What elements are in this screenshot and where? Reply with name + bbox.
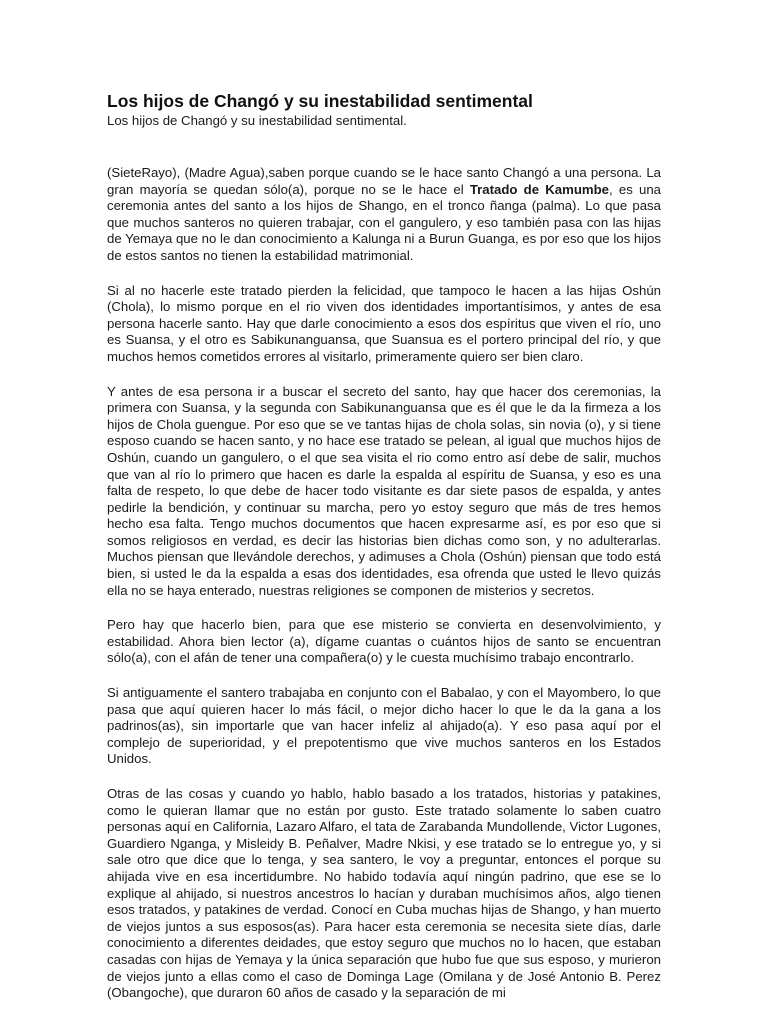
document-body (107, 165, 661, 1002)
document-page (107, 90, 661, 1020)
paragraph-5: Si antiguamente el santero trabajaba en conjunto con el Babalao, y con el Mayombero, lo que pasa que aquí quieren hacer lo más fácil, o mejor dicho hacer lo que le da la gana a los padrinos(as), sin importarle que van hacer infeliz al ahijado(a). Y eso pasa aquí por el complejo de superioridad, y el prepotentismo que vive muchos santeros en los Estados Unidos. (107, 685, 661, 767)
paragraph-3: Y antes de esa persona ir a buscar el secreto del santo, hay que hacer dos ceremonias, la primera con Suansa, y la segunda con Sabikunanguansa que es él que le da la firmeza a los hijos de Chola guengue. Por eso que se ve tantas hijas de chola solas, sin novia (o), y si tiene esposo cuando se hacen santo, y no hace ese tratado se pelean, al igual que muchos hijos de Oshún, cuando un gangulero, o el que sea visita el rio como entro así debe de salir, muchos que van al río lo primero que hacen es darle la espalda al espíritu de Suansa, y eso es una falta de respeto, lo que debe de hacer todo visitante es dar siete pasos de espalda, y antes pedirle la bendición, y continuar su marcha, pero yo estoy seguro que más de tres hemos hecho esa falta. Tengo muchos documentos que hacen expresarme así, es por eso que si somos religiosos en verdad, es decir las historias bien dichas como son, y no adulterarlas. Muchos piensan que llevándole derechos, y adimuses a Chola (Oshún) piensan que todo está bien, si usted le da la espalda a esas dos identidades, esa ofrenda que usted le llevo quizás ella no se haya enterado, nuestras religiones se componen de misterios y secretos. (107, 383, 661, 598)
paragraph-1-text-start: (SieteRayo), (Madre Agua),saben porque cuando se le hace santo Changó a una persona. La gran mayoría se quedan sólo(a), porque no se le hace el (107, 165, 661, 197)
paragraph-1-text-end: , es una ceremonia antes del santo a los hijos de Shango, en el tronco ñanga (palma). Lo que pasa que muchos santeros no quieren trabajar, con el gangulero, y eso también pasa con las hijas de Yemaya que no le dan conocimiento a Kalunga ni a Burun Guanga, es por eso que los hijos de estos santos no tienen la estabilidad matrimonial. (107, 181, 661, 263)
paragraph-6: Otras de las cosas y cuando yo hablo, hablo basado a los tratados, historias y patakines, como le quieran llamar que no están por gusto. Este tratado solamente lo saben cuatro personas aquí en California, Lazaro Alfaro, el tata de Zarabanda Mundollende, Victor Lugones, Guardiero Nganga, y Misleidy B. Peñalver, Madre Nkisi, y ese tratado se lo entregue yo, y si sale otro que dice que lo tenga, y sea santero, le voy a preguntar, entonces el porque su ahijada vive en esa incertidumbre. No habido todavía aquí ningún padrino, que ese se lo explique al ahijado, si nuestros ancestros lo hacían y duraban muchísimos años, algo tienen esos tratados, y patakines de verdad. Conocí en Cuba muchas hijas de Shango, y han muerto de viejos juntos a sus esposos(as). Para hacer esta ceremonia se necesita siete días, darle conocimiento a diferentes deidades, que estoy seguro que muchos no lo hacen, que estaban casadas con hijas de Yemaya y la única separación que hubo fue que sus esposo, y murieron de viejos junto a ellas como el caso de Dominga Lage (Omilana y de José Antonio B. Perez (Obangoche), que duraron 60 años de casado y la separación de mi (107, 786, 661, 1001)
paragraph-4: Pero hay que hacerlo bien, para que ese misterio se convierta en desenvolvimiento, y estabilidad. Ahora bien lector (a), dígame cuantas o cuántos hijos de santo se encuentran sólo(a), con el afán de tener una compañera(o) y le cuesta muchísimo trabajo encontrarlo. (107, 617, 661, 666)
document-subtitle: Los hijos de Changó y su inestabilidad sentimental. (107, 113, 407, 128)
paragraph-1 (107, 165, 661, 265)
document-title: Los hijos de Changó y su inestabilidad sentimental (107, 91, 533, 111)
paragraph-2: Si al no hacerle este tratado pierden la felicidad, que tampoco le hacen a las hijas Oshún (Chola), lo mismo porque en el rio viven dos identidades importantísimos, y antes de esa persona hacerle santo. Hay que darle conocimiento a esos dos espíritus que viven el río, uno es Suansa, y el otro es Sabikunanguansa, que Suansua es el portero principal del río, y que muchos hemos cometidos errores al visitarlo, primeramente quiero ser bien claro. (107, 282, 661, 364)
paragraph-1-bold-term: Tratado de Kamumbe (469, 181, 610, 197)
